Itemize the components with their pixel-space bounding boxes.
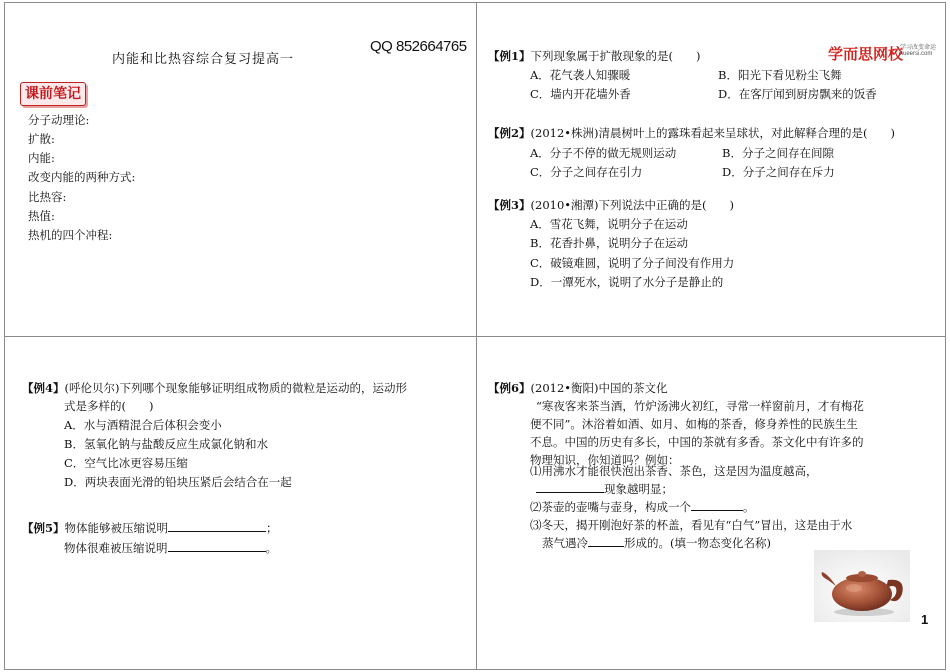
example-6-question-3-cont: 蒸气遇冷 形成的。(填一物态变化名称): [542, 536, 771, 550]
example-4-option-a: A．水与酒精混合后体积会变小: [64, 418, 222, 432]
example-4-stem-cont: 式是多样的( ): [64, 399, 154, 413]
example-4-stem: 【例4】(呼伦贝尔)下列哪个现象能够证明组成物质的微粒是运动的，运动形: [22, 381, 407, 395]
example-6-question-1: ⑴用沸水才能很快泡出茶香、茶色，这是因为温度越高，: [530, 464, 818, 478]
example-4-option-c: C．空气比冰更容易压缩: [64, 456, 188, 470]
example-6-question-1-cont: 现象越明显；: [536, 481, 673, 497]
note-specific-heat: 比热容:: [28, 190, 67, 204]
example-6-question-2: ⑵茶壶的壶嘴与壶身，构成一个 。: [530, 500, 755, 514]
example-1-option-a: A．花气袭人知骤暖: [530, 68, 631, 82]
example-4-option-d: D．两块表面光滑的铅块压紧后会结合在一起: [64, 475, 292, 489]
notes-badge: 课前笔记: [20, 82, 86, 106]
example-6-passage-1: “寒夜客来茶当酒，竹炉汤沸火初红，寻常一样窗前月，才有梅花: [536, 399, 864, 413]
answer-blank[interactable]: [588, 536, 624, 547]
answer-blank[interactable]: [168, 541, 266, 552]
example-3-option-b: B．花香扑鼻，说明分子在运动: [530, 236, 688, 250]
qq-contact: QQ 852664765: [370, 38, 467, 55]
teapot-image: [814, 550, 910, 622]
note-heat-value: 热值:: [28, 209, 55, 223]
example-3-option-d: D．一潭死水，说明了水分子是静止的: [530, 275, 724, 289]
example-6-question-3: ⑶冬天，揭开刚泡好茶的杯盖，看见有“白气”冒出，这是由于水: [530, 518, 853, 532]
answer-blank[interactable]: [691, 500, 743, 511]
note-change-energy: 改变内能的两种方式:: [28, 170, 136, 184]
answer-blank[interactable]: [168, 521, 266, 532]
page-number: 1: [921, 612, 929, 627]
example-3-option-c: C．破镜难圆，说明了分子间没有作用力: [530, 256, 735, 270]
xueersi-logo: 学而思网校: [828, 46, 904, 63]
example-5-line-1: 【例5】物体能够被压缩说明 ；: [22, 521, 278, 535]
example-2-option-a: A．分子不停的做无规则运动: [530, 146, 677, 160]
note-molecular-theory: 分子动理论:: [28, 113, 90, 127]
page-title: 内能和比热容综合复习提高一: [112, 52, 295, 67]
example-6-passage-2: 便不同”。沐浴着如酒、如月、如梅的茶香，修身养性的民族生生: [530, 417, 858, 431]
example-3-stem: 【例3】(2010•湘潭)下列说法中正确的是( ): [488, 198, 735, 212]
example-1-option-c: C．墙内开花墙外香: [530, 87, 631, 101]
example-6-stem: 【例6】(2012•衡阳)中国的茶文化: [488, 381, 668, 395]
example-1-stem: 【例1】下列现象属于扩散现象的是( ): [488, 49, 701, 63]
example-2-stem: 【例2】(2012•株洲)清晨树叶上的露珠看起来呈球状，对此解释合理的是( ): [488, 126, 896, 140]
example-2-option-b: B．分子之间存在间隙: [722, 146, 834, 160]
note-internal-energy: 内能:: [28, 151, 55, 165]
panel-divider-horizontal: [4, 336, 945, 337]
example-2-option-c: C．分子之间存在引力: [530, 165, 643, 179]
example-1-option-d: D．在客厅闻到厨房飘来的饭香: [718, 87, 877, 101]
example-6-passage-4: 物理知识，你知道吗？例如：: [530, 453, 680, 467]
example-6-passage-3: 不息。中国的历史有多长，中国的茶就有多香。茶文化中有许多的: [530, 435, 864, 449]
note-diffusion: 扩散:: [28, 132, 55, 146]
xueersi-logo-sub: 学习改变命运 xueersi.com: [900, 45, 937, 57]
answer-blank[interactable]: [536, 482, 604, 493]
example-2-option-d: D．分子之间存在斥力: [722, 165, 835, 179]
example-1-option-b: B．阳光下看见粉尘飞舞: [718, 68, 842, 82]
example-5-line-2: 物体很难被压缩说明 。: [64, 541, 277, 555]
example-3-option-a: A．雪花飞舞，说明分子在运动: [530, 217, 688, 231]
example-4-option-b: B．氢氧化钠与盐酸反应生成氯化钠和水: [64, 437, 268, 451]
note-four-strokes: 热机的四个冲程:: [28, 228, 113, 242]
